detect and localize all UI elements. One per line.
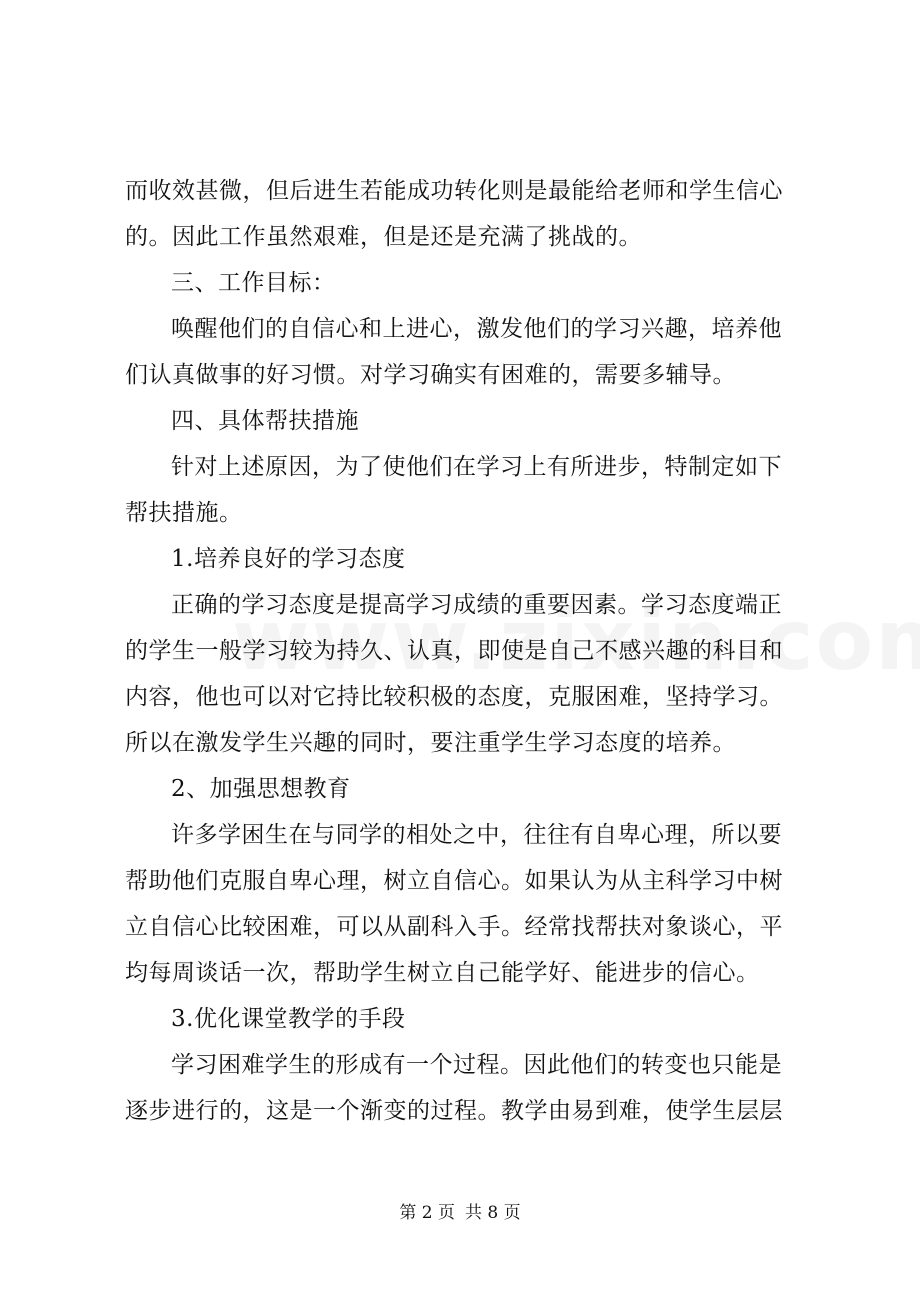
page-number: 第 2 页	[399, 1203, 455, 1223]
paragraph-line: 许多学困生在与同学的相处之中，往往有自卑心理，所以要	[171, 822, 782, 848]
paragraph-line: 正确的学习态度是提高学习成绩的重要因素。学习态度端正	[171, 592, 782, 618]
paragraph-line: 帮助他们克服自卑心理，树立自信心。如果认为从主科学习中树	[125, 868, 783, 894]
paragraph-line: 立自信心比较困难，可以从副科入手。经常找帮扶对象谈心，平	[125, 914, 783, 940]
paragraph-line: 均每周谈话一次，帮助学生树立自己能学好、能进步的信心。	[125, 960, 760, 986]
paragraph-line: 针对上述原因，为了使他们在学习上有所进步，特制定如下	[171, 454, 782, 480]
section-heading: 四、具体帮扶措施	[171, 408, 359, 434]
subsection-heading: 3.优化课堂教学的手段	[171, 1006, 406, 1032]
page-total: 共 8 页	[465, 1203, 521, 1223]
paragraph-line: 内容，他也可以对它持比较积极的态度，克服困难，坚持学习。	[125, 684, 783, 710]
paragraph-line: 逐步进行的，这是一个渐变的过程。教学由易到难，使学生层层	[125, 1098, 783, 1124]
subsection-heading: 1.培养良好的学习态度	[171, 546, 406, 572]
paragraph-line: 而收效甚微，但后进生若能成功转化则是最能给老师和学生信心	[125, 178, 783, 204]
paragraph-line: 所以在激发学生兴趣的同时，要注重学生学习态度的培养。	[125, 730, 736, 756]
paragraph-line: 的。因此工作虽然艰难，但是还是充满了挑战的。	[125, 224, 642, 250]
paragraph-line: 的学生一般学习较为持久、认真，即使是自己不感兴趣的科目和	[125, 638, 783, 664]
section-heading: 三、工作目标：	[171, 270, 336, 296]
paragraph-line: 们认真做事的好习惯。对学习确实有困难的，需要多辅导。	[125, 362, 736, 388]
paragraph-line: 帮扶措施。	[125, 500, 243, 526]
paragraph-line: 学习困难学生的形成有一个过程。因此他们的转变也只能是	[171, 1052, 782, 1078]
paragraph-line: 唤醒他们的自信心和上进心，激发他们的学习兴趣，培养他	[171, 316, 782, 342]
page-footer	[0, 1200, 920, 1226]
subsection-heading: 2、加强思想教育	[171, 776, 351, 802]
document-body	[125, 168, 815, 1134]
